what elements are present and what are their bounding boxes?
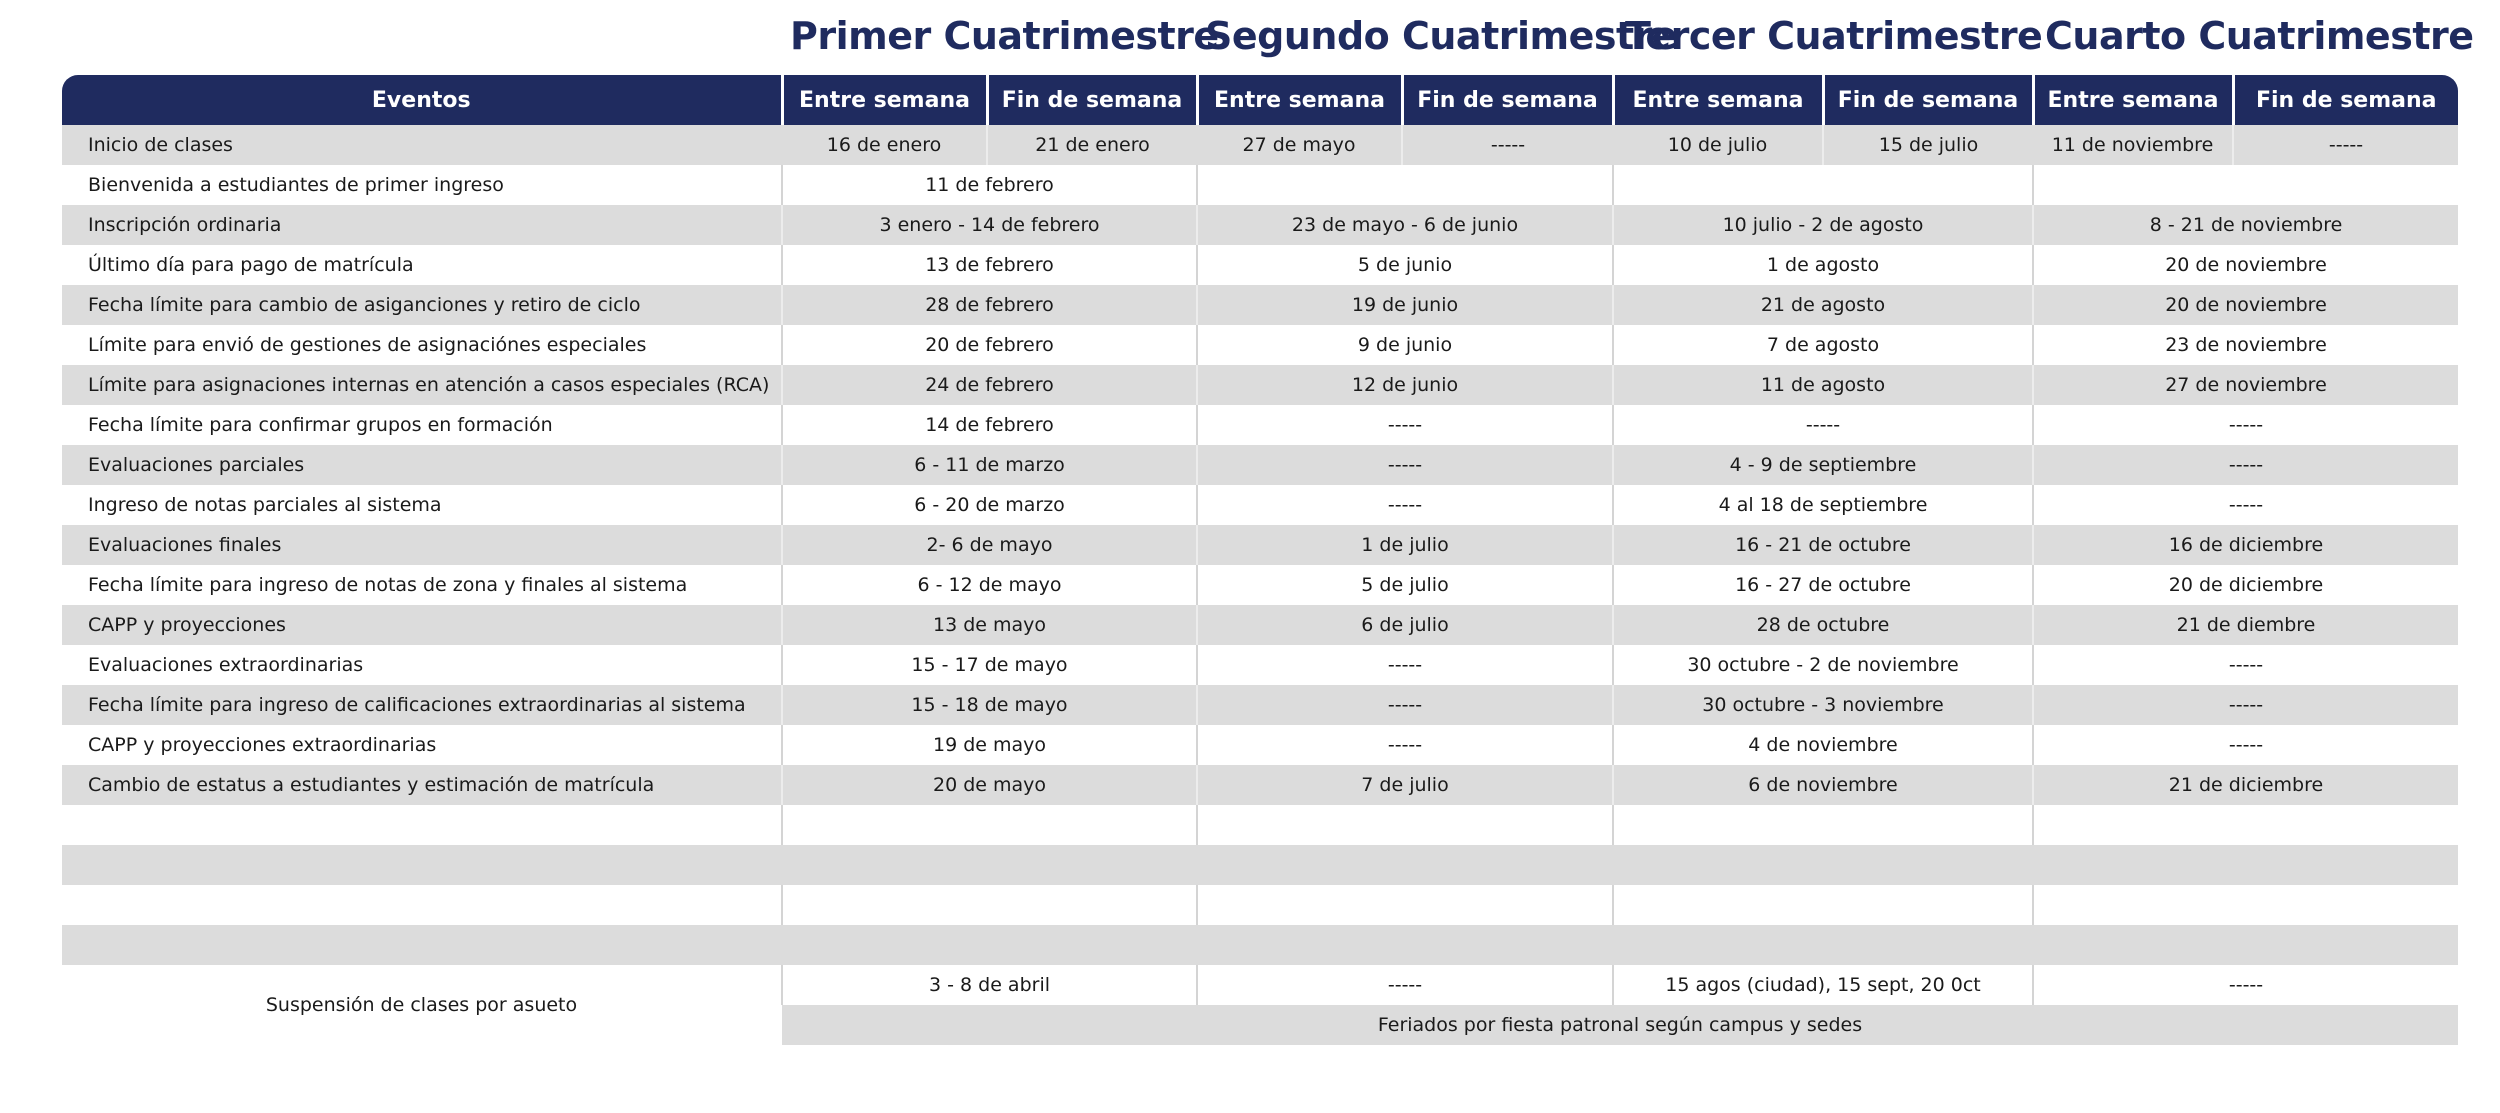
table-cell: 14 de febrero — [782, 405, 1197, 445]
event-label: Ingreso de notas parciales al sistema — [88, 494, 442, 516]
table-cell: 11 de noviembre — [2033, 125, 2233, 165]
table-cell: 15 de julio — [1823, 125, 2033, 165]
empty-row — [62, 885, 2458, 925]
table-row — [62, 485, 2458, 525]
table-cell: 16 de enero — [782, 125, 987, 165]
table-cell: 3 enero - 14 de febrero — [782, 205, 1197, 245]
term-title-2: Segundo Cuatrimestre — [1205, 14, 1678, 58]
table-cell: 7 de julio — [1197, 765, 1613, 805]
table-cell: 2- 6 de mayo — [782, 525, 1197, 565]
table-cell: 19 de junio — [1197, 285, 1613, 325]
table-cell: 6 de noviembre — [1613, 765, 2033, 805]
empty-row — [62, 845, 2458, 885]
term-title-4: Cuarto Cuatrimestre — [2045, 14, 2474, 58]
table-row — [62, 325, 2458, 365]
event-label: Límite para asignaciones internas en atención a casos especiales (RCA) — [62, 365, 782, 405]
table-row — [62, 685, 2458, 725]
event-label: Fecha límite para ingreso de notas de zona y finales al sistema — [88, 574, 688, 596]
table-cell: ----- — [2033, 645, 2458, 685]
table-cell: ----- — [1613, 405, 2033, 445]
table-row — [62, 645, 2458, 685]
table-row — [62, 725, 2458, 765]
table-cell: 6 de julio — [1197, 605, 1613, 645]
table-cell: 30 octubre - 2 de noviembre — [1613, 645, 2033, 685]
table-cell: 19 de mayo — [782, 725, 1197, 765]
empty-row — [62, 805, 2458, 845]
event-label: Inscripción ordinaria — [62, 205, 782, 245]
table-cell: 6 - 12 de mayo — [782, 565, 1197, 605]
event-label: Límite para envió de gestiones de asignaciónes especiales — [88, 334, 647, 356]
table-cell: 11 de agosto — [1613, 365, 2033, 405]
suspension-label: Suspensión de clases por asueto — [62, 965, 782, 1045]
table-cell: 10 julio - 2 de agosto — [1613, 205, 2033, 245]
table-row — [62, 405, 2458, 445]
event-label: Fecha límite para ingreso de calificaciones extraordinarias al sistema — [62, 685, 782, 725]
table-row — [62, 445, 2458, 485]
table-row — [62, 525, 2458, 565]
table-cell: ----- — [2033, 725, 2458, 765]
table-cell: 28 de octubre — [1613, 605, 2033, 645]
table-cell: 20 de diciembre — [2033, 565, 2458, 605]
table-cell: 21 de diembre — [2033, 605, 2458, 645]
table-row — [62, 245, 2458, 285]
table-cell: 27 de noviembre — [2033, 365, 2458, 405]
header-entre-semana-1: Entre semana — [782, 75, 987, 125]
header-entre-semana-3: Entre semana — [1613, 75, 1823, 125]
table-cell: ----- — [2033, 445, 2458, 485]
table-cell: 16 - 21 de octubre — [1613, 525, 2033, 565]
table-row — [62, 565, 2458, 605]
table-cell: ----- — [2033, 485, 2458, 525]
table-cell: ----- — [2033, 405, 2458, 445]
table-row — [62, 285, 2458, 325]
table-cell: 28 de febrero — [782, 285, 1197, 325]
event-label: Último día para pago de matrícula — [88, 254, 414, 276]
table-row — [62, 365, 2458, 405]
table-cell: ----- — [1197, 645, 1613, 685]
table-row — [62, 165, 2458, 205]
table-cell: ----- — [2033, 685, 2458, 725]
table-row — [62, 765, 2458, 805]
table-cell: ----- — [1197, 965, 1613, 1005]
table-cell: 11 de febrero — [782, 165, 1197, 205]
table-cell: 1 de agosto — [1613, 245, 2033, 285]
empty-row — [62, 925, 2458, 965]
event-label: Evaluaciones extraordinarias — [88, 654, 364, 676]
table-cell: 15 agos (ciudad), 15 sept, 20 0ct — [1613, 965, 2033, 1005]
term-titles — [0, 0, 2500, 75]
table-cell: 20 de febrero — [782, 325, 1197, 365]
table-cell: 10 de julio — [1613, 125, 1823, 165]
table-cell: 7 de agosto — [1613, 325, 2033, 365]
table-cell: ----- — [2233, 125, 2458, 165]
term-title-1: Primer Cuatrimestre — [790, 14, 1219, 58]
table-cell: 3 - 8 de abril — [782, 965, 1197, 1005]
table-cell: 9 de junio — [1197, 325, 1613, 365]
event-label: CAPP y proyecciones extraordinarias — [88, 734, 437, 756]
table-cell: 16 - 27 de octubre — [1613, 565, 2033, 605]
table-cell: ----- — [1402, 125, 1613, 165]
header-eventos: Eventos — [62, 75, 782, 125]
table-cell: 21 de enero — [987, 125, 1197, 165]
header-fin-semana-1: Fin de semana — [987, 75, 1197, 125]
event-label: Inicio de clases — [62, 125, 782, 165]
table-cell — [1613, 165, 2033, 205]
table-cell: 1 de julio — [1197, 525, 1613, 565]
table-cell: 15 - 18 de mayo — [782, 685, 1197, 725]
header-fin-semana-4: Fin de semana — [2233, 75, 2458, 125]
feriados-note: Feriados por fiesta patronal según campus y sedes — [782, 1005, 2458, 1045]
table-cell: 4 al 18 de septiembre — [1613, 485, 2033, 525]
table-row-suspension — [62, 965, 2458, 1005]
term-title-3: Tercer Cuatrimestre — [1625, 14, 2043, 58]
table-cell — [2033, 165, 2458, 205]
header-entre-semana-2: Entre semana — [1197, 75, 1402, 125]
table-row-inicio — [62, 125, 2458, 165]
event-label: Cambio de estatus a estudiantes y estimación de matrícula — [62, 765, 782, 805]
academic-calendar-table — [62, 75, 2458, 1045]
event-label: Evaluaciones parciales — [62, 445, 782, 485]
table-cell: 4 - 9 de septiembre — [1613, 445, 2033, 485]
table-cell: 15 - 17 de mayo — [782, 645, 1197, 685]
table-cell: ----- — [1197, 405, 1613, 445]
event-label: Bienvenida a estudiantes de primer ingreso — [88, 174, 504, 196]
table-cell: 23 de mayo - 6 de junio — [1197, 205, 1613, 245]
event-label: CAPP y proyecciones — [62, 605, 782, 645]
table-cell: 6 - 20 de marzo — [782, 485, 1197, 525]
table-header-row — [62, 75, 2458, 125]
table-cell: 8 - 21 de noviembre — [2033, 205, 2458, 245]
table-cell: ----- — [1197, 445, 1613, 485]
table-cell: 5 de julio — [1197, 565, 1613, 605]
table-cell: ----- — [1197, 685, 1613, 725]
table-cell: ----- — [1197, 485, 1613, 525]
event-label: Fecha límite para confirmar grupos en formación — [88, 414, 553, 436]
header-fin-semana-2: Fin de semana — [1402, 75, 1613, 125]
event-label: Fecha límite para cambio de asiganciones y retiro de ciclo — [62, 285, 782, 325]
table-cell: 4 de noviembre — [1613, 725, 2033, 765]
table-cell: 21 de agosto — [1613, 285, 2033, 325]
table-row — [62, 205, 2458, 245]
table-cell: 27 de mayo — [1197, 125, 1402, 165]
table-cell: 21 de diciembre — [2033, 765, 2458, 805]
table-cell: 13 de mayo — [782, 605, 1197, 645]
table-cell: 12 de junio — [1197, 365, 1613, 405]
table-cell: 24 de febrero — [782, 365, 1197, 405]
table-cell: 20 de noviembre — [2033, 285, 2458, 325]
table-cell: 20 de noviembre — [2033, 245, 2458, 285]
table-row — [62, 605, 2458, 645]
table-cell: 30 octubre - 3 noviembre — [1613, 685, 2033, 725]
table-cell: 6 - 11 de marzo — [782, 445, 1197, 485]
table-cell: ----- — [1197, 725, 1613, 765]
table-cell: 20 de mayo — [782, 765, 1197, 805]
header-fin-semana-3: Fin de semana — [1823, 75, 2033, 125]
table-cell: 5 de junio — [1197, 245, 1613, 285]
table-cell — [1197, 165, 1613, 205]
table-cell: 16 de diciembre — [2033, 525, 2458, 565]
header-entre-semana-4: Entre semana — [2033, 75, 2233, 125]
event-label: Evaluaciones finales — [62, 525, 782, 565]
table-cell: 23 de noviembre — [2033, 325, 2458, 365]
table-cell: ----- — [2033, 965, 2458, 1005]
table-cell: 13 de febrero — [782, 245, 1197, 285]
